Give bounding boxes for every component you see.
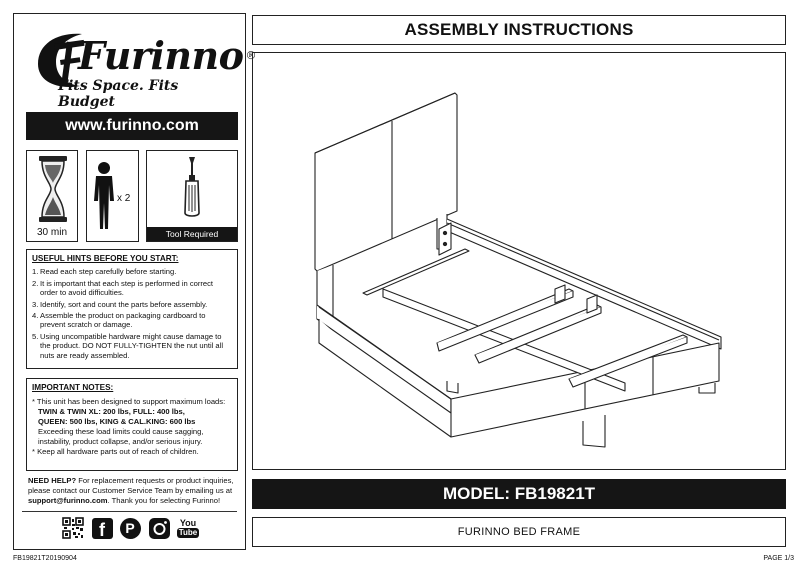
youtube-you: You <box>179 518 197 528</box>
people-tile <box>86 150 139 242</box>
page-number: PAGE 1/3 <box>763 555 794 562</box>
hint-item: 3. Identify, sort and count the parts before assembly. <box>32 299 208 309</box>
notes-warning-2: instability, product collapse, and/or serious injury. <box>38 437 203 446</box>
facebook-glyph: f <box>92 518 113 539</box>
tool-tile <box>146 150 238 242</box>
need-help-text <box>28 476 240 506</box>
registered-mark: ® <box>245 49 256 62</box>
time-label: 30 min <box>36 227 67 238</box>
tool-label: Tool Required <box>147 227 237 241</box>
pinterest-icon[interactable] <box>118 516 142 540</box>
hint-item: 5. Using uncompatible hardware might cause damage to the product. DO NOT FULLY-TIGHTEN the nut until all nuts are ready assembled. <box>32 331 224 360</box>
hourglass-icon <box>37 155 69 223</box>
notes-warning-1: Exceeding these load limits could cause sagging, <box>38 427 204 436</box>
product-name: FURINNO BED FRAME <box>252 517 786 547</box>
model-label: MODEL: FB19821T <box>252 479 786 509</box>
bed-frame-drawing <box>253 53 785 469</box>
facebook-icon[interactable] <box>90 516 114 540</box>
instagram-icon[interactable] <box>147 516 171 540</box>
screwdriver-icon <box>181 157 203 219</box>
hints-title: USEFUL HINTS BEFORE YOU START: <box>32 254 179 263</box>
useful-hints-box <box>26 249 238 369</box>
need-help-text-2: . Thank you for selecting Furinno! <box>107 496 221 505</box>
need-help-text-1: For replacement requests or product inquiries, please contact our Customer Service Team by emailing us at <box>28 476 234 495</box>
hint-item: 1. Read each step carefully before starting. <box>32 267 177 277</box>
page-title: ASSEMBLY INSTRUCTIONS <box>252 15 786 45</box>
doc-code: FB19821T20190904 <box>13 555 77 562</box>
notes-title: IMPORTANT NOTES: <box>32 383 114 392</box>
hint-item: 4. Assemble the product on packaging cardboard to prevent scratch or damage. <box>32 311 206 330</box>
hint-item: 2. It is important that each step is performed in correct order to avoid difficulties. <box>32 278 214 298</box>
bed-frame-illustration <box>252 52 786 470</box>
brand-name: Furinno <box>78 33 244 78</box>
notes-loads-1: TWIN & TWIN XL: 200 lbs, FULL: 400 lbs, <box>38 407 185 416</box>
time-tile <box>26 150 78 242</box>
brand-logo <box>30 24 256 110</box>
people-count: x 2 <box>117 193 131 204</box>
important-notes-box <box>26 378 238 471</box>
person-icon <box>93 161 115 231</box>
website-bar: www.furinno.com <box>26 112 238 140</box>
qr-code-icon[interactable] <box>61 516 85 540</box>
notes-intro: * This unit has been designed to support maximum loads: <box>32 397 226 406</box>
pinterest-glyph: P <box>120 518 141 539</box>
notes-keep: * Keep all hardware parts out of reach of children. <box>32 447 199 456</box>
notes-loads-2: QUEEN: 500 lbs, KING & CAL.KING: 600 lbs <box>38 417 196 426</box>
youtube-tube: Tube <box>178 528 198 537</box>
brand-tagline: Fits Space. Fits Budget <box>58 78 179 110</box>
need-help-label: NEED HELP? <box>28 476 77 485</box>
youtube-icon[interactable] <box>175 516 201 540</box>
social-divider <box>22 511 237 512</box>
support-email-link[interactable]: support@furinno.com <box>28 496 108 505</box>
